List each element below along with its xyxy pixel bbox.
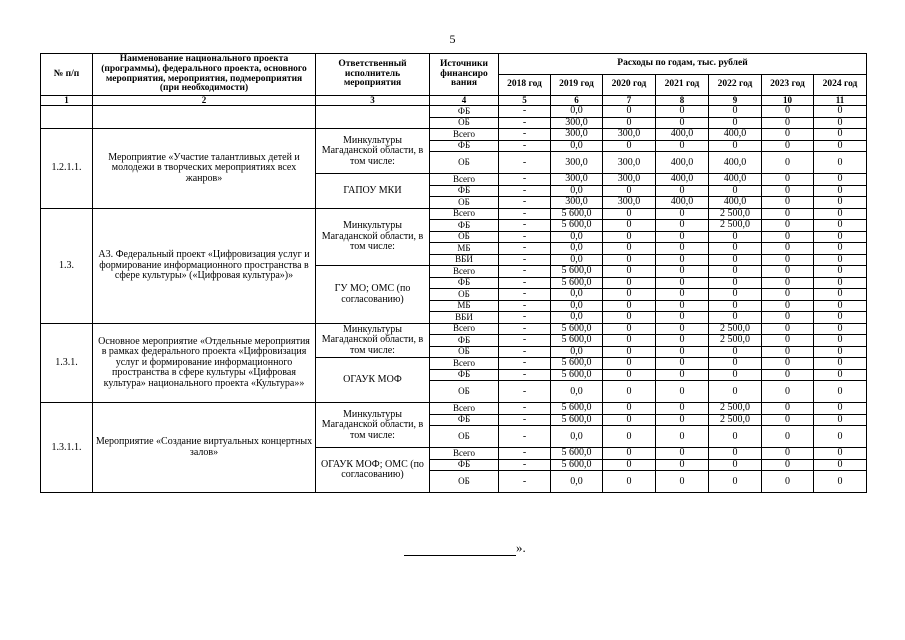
row-name: Мероприятие «Создание виртуальных концертных залов»: [93, 403, 316, 493]
row-value: 0: [603, 208, 656, 220]
row-source: ОБ: [430, 381, 499, 403]
row-value: 0: [656, 220, 709, 232]
row-value: 0: [656, 300, 709, 312]
row-value: 0: [603, 381, 656, 403]
row-source: Всего: [430, 403, 499, 415]
row-value: 0: [603, 220, 656, 232]
column-number: 9: [709, 96, 762, 106]
header-source: Источники финансиро вания: [430, 54, 499, 96]
row-source: ОБ: [430, 346, 499, 358]
row-value: 0: [603, 312, 656, 324]
header-expenses: Расходы по годам, тыс. рублей: [499, 54, 867, 75]
row-value: 0: [603, 277, 656, 289]
row-value: 0: [814, 414, 867, 426]
row-executor: ОГАУК МОФ; ОМС (по согласованию): [316, 448, 430, 493]
column-numbers-row: [41, 96, 867, 106]
row-source: Всего: [430, 448, 499, 460]
row-value: 300,0: [551, 174, 603, 186]
row-value: 5 600,0: [551, 414, 603, 426]
row-value: 0: [762, 129, 814, 141]
row-source: МБ: [430, 300, 499, 312]
row-source: ВБИ: [430, 312, 499, 324]
row-value: 400,0: [709, 197, 762, 209]
row-value: 0: [709, 346, 762, 358]
row-value: 0: [603, 459, 656, 471]
row-value: 0: [814, 448, 867, 460]
column-number: 7: [603, 96, 656, 106]
row-value: 0: [762, 448, 814, 460]
row-source: ФБ: [430, 335, 499, 347]
row-value: 0: [656, 346, 709, 358]
column-number: 5: [499, 96, 551, 106]
row-value: 0: [656, 185, 709, 197]
header-executor: Ответственный исполнитель мероприятия: [316, 54, 430, 96]
column-number: 11: [814, 96, 867, 106]
row-value: 0: [603, 106, 656, 118]
row-value: 0: [709, 312, 762, 324]
row-value: 0: [656, 106, 709, 118]
row-source: ФБ: [430, 369, 499, 381]
table-row: [41, 323, 867, 335]
row-value: 0: [656, 289, 709, 301]
column-number: 3: [316, 96, 430, 106]
row-value: 0: [656, 448, 709, 460]
row-value: 0: [814, 174, 867, 186]
row-value: 0: [762, 197, 814, 209]
row-source: ФБ: [430, 140, 499, 152]
row-value: 0: [709, 459, 762, 471]
row-value: 300,0: [551, 152, 603, 174]
row-source: Всего: [430, 208, 499, 220]
row-source: ОБ: [430, 152, 499, 174]
row-value: 0: [603, 346, 656, 358]
row-value: 0: [603, 403, 656, 415]
row-value: 0: [814, 426, 867, 448]
row-value: 400,0: [656, 197, 709, 209]
column-number: 10: [762, 96, 814, 106]
closing-quote: ».: [516, 540, 526, 555]
row-value: 5 600,0: [551, 335, 603, 347]
header-year: 2024 год: [814, 75, 867, 96]
row-source: МБ: [430, 243, 499, 255]
row-value: 5 600,0: [551, 266, 603, 278]
blank-line: [404, 543, 516, 556]
row-value: -: [499, 471, 551, 493]
header-year: 2021 год: [656, 75, 709, 96]
header-year: 2022 год: [709, 75, 762, 96]
row-value: 0: [656, 471, 709, 493]
row-value: 0: [603, 471, 656, 493]
row-value: 0: [762, 403, 814, 415]
row-source: ОБ: [430, 117, 499, 129]
row-value: 0: [762, 140, 814, 152]
row-value: 0: [762, 312, 814, 324]
row-value: 300,0: [603, 152, 656, 174]
row-value: 0: [603, 426, 656, 448]
row-value: 5 600,0: [551, 277, 603, 289]
row-value: 5 600,0: [551, 323, 603, 335]
row-number: 1.3.: [41, 208, 93, 323]
row-number: 1.3.1.: [41, 323, 93, 403]
row-value: 0: [814, 403, 867, 415]
row-executor: Минкультуры Магаданской области, в том числе:: [316, 208, 430, 266]
row-source: ФБ: [430, 277, 499, 289]
row-value: 0: [814, 140, 867, 152]
row-name: Основное мероприятие «Отдельные мероприятия в рамках федерального проекта «Цифровизация услуг и формирование информационного пространства в сфере культуры «Цифровая культура» национального проекта «Культура»»: [93, 323, 316, 403]
row-executor: [316, 106, 430, 129]
row-value: -: [499, 254, 551, 266]
row-value: 0: [656, 243, 709, 255]
row-value: 0: [762, 335, 814, 347]
table-body: [41, 106, 867, 493]
row-value: -: [499, 448, 551, 460]
row-value: 0: [762, 266, 814, 278]
row-value: 0: [656, 254, 709, 266]
row-number: 1.3.1.1.: [41, 403, 93, 493]
row-value: -: [499, 231, 551, 243]
row-source: ОБ: [430, 426, 499, 448]
row-value: 5 600,0: [551, 369, 603, 381]
row-value: 0: [762, 152, 814, 174]
row-value: 0,0: [551, 312, 603, 324]
row-number: 1.2.1.1.: [41, 129, 93, 209]
row-value: 0: [762, 300, 814, 312]
row-executor: ОГАУК МОФ: [316, 358, 430, 403]
row-value: 0: [814, 459, 867, 471]
row-value: -: [499, 403, 551, 415]
row-source: ВБИ: [430, 254, 499, 266]
row-value: 0: [656, 208, 709, 220]
row-source: Всего: [430, 129, 499, 141]
row-value: 0: [709, 426, 762, 448]
table-row: [41, 403, 867, 415]
row-value: -: [499, 185, 551, 197]
row-value: -: [499, 312, 551, 324]
row-value: 0: [814, 277, 867, 289]
row-value: 0: [762, 289, 814, 301]
row-value: 0: [762, 185, 814, 197]
row-value: 0,0: [551, 471, 603, 493]
row-value: 0: [762, 254, 814, 266]
row-value: -: [499, 266, 551, 278]
row-value: 5 600,0: [551, 448, 603, 460]
row-value: 0: [814, 220, 867, 232]
row-value: 0: [709, 381, 762, 403]
row-value: 0: [762, 471, 814, 493]
row-value: 0: [603, 140, 656, 152]
row-executor: ГАПОУ МКИ: [316, 174, 430, 209]
row-value: 5 600,0: [551, 403, 603, 415]
row-value: 0: [814, 129, 867, 141]
row-value: 0: [814, 185, 867, 197]
row-value: 0,0: [551, 346, 603, 358]
row-value: 0: [603, 254, 656, 266]
row-value: 0: [814, 289, 867, 301]
budget-table: [40, 53, 867, 493]
row-value: 0: [814, 208, 867, 220]
row-value: -: [499, 426, 551, 448]
row-value: 0: [709, 471, 762, 493]
row-value: 5 600,0: [551, 358, 603, 370]
row-value: -: [499, 197, 551, 209]
row-value: 0: [603, 414, 656, 426]
column-number: 6: [551, 96, 603, 106]
row-value: 0: [709, 266, 762, 278]
row-value: 0,0: [551, 300, 603, 312]
row-source: ОБ: [430, 471, 499, 493]
row-value: 0: [709, 140, 762, 152]
row-value: 0: [762, 243, 814, 255]
row-value: 5 600,0: [551, 459, 603, 471]
row-source: ФБ: [430, 106, 499, 118]
row-value: 0: [814, 335, 867, 347]
row-value: 0: [603, 185, 656, 197]
row-value: 0: [603, 323, 656, 335]
row-value: 0: [709, 289, 762, 301]
row-value: 400,0: [709, 152, 762, 174]
row-value: 0: [603, 243, 656, 255]
row-value: 0: [762, 414, 814, 426]
row-value: 300,0: [603, 174, 656, 186]
row-value: 0: [656, 323, 709, 335]
row-value: 2 500,0: [709, 220, 762, 232]
row-value: 0: [814, 243, 867, 255]
header-year: 2023 год: [762, 75, 814, 96]
row-value: 0: [603, 231, 656, 243]
row-value: 0: [762, 369, 814, 381]
row-value: 0: [709, 277, 762, 289]
row-source: ОБ: [430, 231, 499, 243]
row-value: 0: [603, 335, 656, 347]
row-value: 0: [762, 358, 814, 370]
row-value: 0: [656, 369, 709, 381]
row-value: 0: [762, 208, 814, 220]
column-number: 2: [93, 96, 316, 106]
row-source: Всего: [430, 266, 499, 278]
column-number: 1: [41, 96, 93, 106]
row-value: -: [499, 243, 551, 255]
table-row: [41, 106, 867, 118]
row-value: -: [499, 220, 551, 232]
row-value: 0: [762, 220, 814, 232]
row-value: 0: [603, 266, 656, 278]
row-executor: Минкультуры Магаданской области, в том числе:: [316, 323, 430, 358]
row-name: [93, 106, 316, 129]
row-value: 0,0: [551, 289, 603, 301]
row-value: -: [499, 335, 551, 347]
row-value: 0: [656, 117, 709, 129]
row-value: -: [499, 346, 551, 358]
row-executor: Минкультуры Магаданской области, в том числе:: [316, 129, 430, 174]
row-value: -: [499, 277, 551, 289]
row-value: 300,0: [551, 197, 603, 209]
row-value: 0,0: [551, 426, 603, 448]
row-value: 0: [603, 289, 656, 301]
row-value: 0: [814, 300, 867, 312]
row-value: 0,0: [551, 185, 603, 197]
row-value: 0: [814, 358, 867, 370]
row-value: 5 600,0: [551, 220, 603, 232]
row-value: 0,0: [551, 140, 603, 152]
row-value: 0: [709, 448, 762, 460]
row-number: [41, 106, 93, 129]
row-value: 0: [656, 459, 709, 471]
row-value: 0: [709, 358, 762, 370]
row-value: -: [499, 358, 551, 370]
row-value: 0: [814, 369, 867, 381]
row-value: 0: [709, 254, 762, 266]
row-value: -: [499, 117, 551, 129]
row-value: 0: [762, 323, 814, 335]
row-source: ФБ: [430, 459, 499, 471]
row-value: 0: [814, 152, 867, 174]
row-value: 0: [656, 277, 709, 289]
row-value: 0: [814, 323, 867, 335]
row-value: -: [499, 140, 551, 152]
row-value: 0: [814, 117, 867, 129]
row-value: 2 500,0: [709, 323, 762, 335]
row-source: ФБ: [430, 414, 499, 426]
row-value: 0: [762, 381, 814, 403]
row-value: 0: [656, 140, 709, 152]
row-value: 400,0: [656, 152, 709, 174]
row-value: 300,0: [603, 197, 656, 209]
column-number: 8: [656, 96, 709, 106]
row-value: 0: [603, 300, 656, 312]
row-value: 400,0: [709, 129, 762, 141]
row-value: 0: [656, 426, 709, 448]
row-value: -: [499, 106, 551, 118]
row-value: 0: [656, 312, 709, 324]
row-value: 0: [814, 197, 867, 209]
row-value: 2 500,0: [709, 403, 762, 415]
row-value: 0: [814, 312, 867, 324]
row-value: 0: [656, 414, 709, 426]
row-value: 0: [709, 185, 762, 197]
table-row: [41, 129, 867, 141]
row-value: 0: [762, 426, 814, 448]
row-value: -: [499, 300, 551, 312]
row-value: 0: [762, 231, 814, 243]
row-value: 0: [762, 117, 814, 129]
row-value: -: [499, 459, 551, 471]
row-value: -: [499, 369, 551, 381]
row-value: 0: [709, 369, 762, 381]
row-name: А3. Федеральный проект «Цифровизация услуг и формирование информационного пространства в сфере культуры» («Цифровая культура»)»: [93, 208, 316, 323]
row-value: 0,0: [551, 106, 603, 118]
row-source: ФБ: [430, 220, 499, 232]
row-value: 0: [656, 358, 709, 370]
row-value: 0: [709, 106, 762, 118]
row-value: -: [499, 381, 551, 403]
row-value: 2 500,0: [709, 335, 762, 347]
row-value: 300,0: [551, 117, 603, 129]
row-executor: ГУ МО; ОМС (по согласованию): [316, 266, 430, 324]
row-source: Всего: [430, 174, 499, 186]
row-value: 0: [603, 448, 656, 460]
row-name: Мероприятие «Участие талантливых детей и молодежи в творческих мероприятиях всех жанров»: [93, 129, 316, 209]
row-value: -: [499, 414, 551, 426]
row-source: ФБ: [430, 185, 499, 197]
row-source: ОБ: [430, 289, 499, 301]
row-value: -: [499, 289, 551, 301]
row-value: -: [499, 323, 551, 335]
row-value: 0: [709, 300, 762, 312]
row-source: Всего: [430, 323, 499, 335]
row-value: 400,0: [656, 129, 709, 141]
row-value: 0: [762, 346, 814, 358]
table-row: [41, 208, 867, 220]
row-value: 0,0: [551, 254, 603, 266]
row-value: -: [499, 174, 551, 186]
row-value: 2 500,0: [709, 208, 762, 220]
row-value: 0,0: [551, 381, 603, 403]
row-value: 0: [603, 117, 656, 129]
row-value: 0: [814, 381, 867, 403]
row-value: 0: [656, 381, 709, 403]
row-value: 0,0: [551, 231, 603, 243]
row-source: Всего: [430, 358, 499, 370]
header-year: 2019 год: [551, 75, 603, 96]
closing-mark: [404, 540, 526, 556]
row-value: 0: [814, 231, 867, 243]
row-value: 0,0: [551, 243, 603, 255]
header-year: 2018 год: [499, 75, 551, 96]
row-value: 0: [814, 266, 867, 278]
row-value: 0: [709, 117, 762, 129]
row-value: -: [499, 129, 551, 141]
row-value: 2 500,0: [709, 414, 762, 426]
column-number: 4: [430, 96, 499, 106]
page-number: 5: [449, 32, 456, 46]
row-value: 0: [762, 106, 814, 118]
row-value: 0: [656, 231, 709, 243]
row-value: 0: [814, 106, 867, 118]
header-year: 2020 год: [603, 75, 656, 96]
row-value: -: [499, 208, 551, 220]
row-value: 0: [762, 459, 814, 471]
row-value: 0: [656, 335, 709, 347]
row-value: 300,0: [551, 129, 603, 141]
row-value: 0: [656, 403, 709, 415]
row-source: ОБ: [430, 197, 499, 209]
row-value: 400,0: [709, 174, 762, 186]
header-num: № п/п: [41, 54, 93, 96]
row-value: 5 600,0: [551, 208, 603, 220]
row-value: 0: [814, 254, 867, 266]
row-value: 0: [709, 243, 762, 255]
row-value: 0: [762, 277, 814, 289]
header-name: Наименование национального проекта (программы), федерального проекта, основного мероприятия, мероприятия, подмероприятия (при необходимости): [93, 54, 316, 96]
row-value: 400,0: [656, 174, 709, 186]
row-value: 300,0: [603, 129, 656, 141]
row-value: 0: [762, 174, 814, 186]
row-value: 0: [814, 471, 867, 493]
row-executor: Минкультуры Магаданской области, в том числе:: [316, 403, 430, 448]
row-value: 0: [656, 266, 709, 278]
row-value: 0: [814, 346, 867, 358]
row-value: 0: [709, 231, 762, 243]
row-value: -: [499, 152, 551, 174]
row-value: 0: [603, 369, 656, 381]
row-value: 0: [603, 358, 656, 370]
